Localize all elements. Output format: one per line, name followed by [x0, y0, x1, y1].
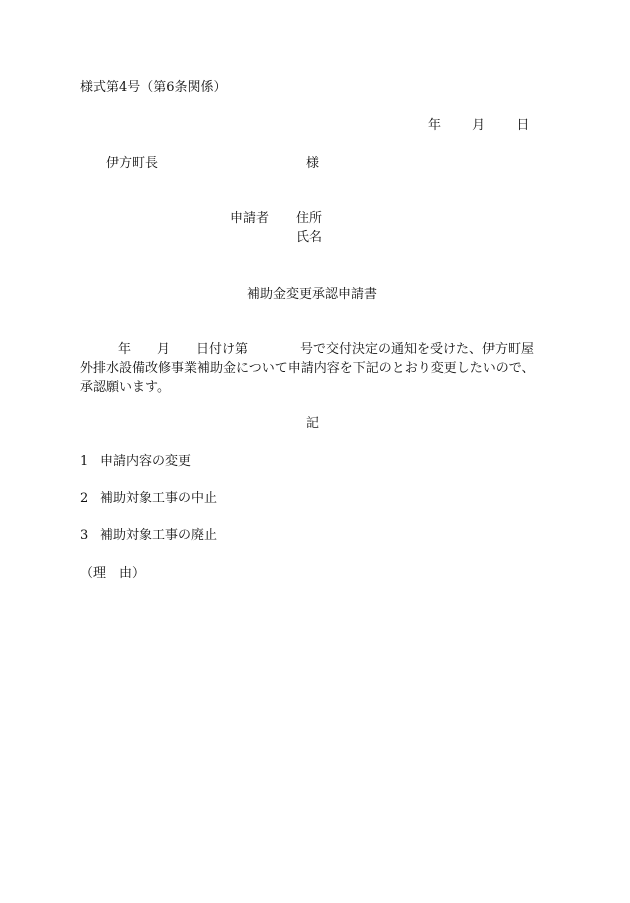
body-line-2: 外排水設備改修事業補助金について申請内容を下記のとおり変更したいので、	[80, 361, 535, 376]
list-item	[80, 528, 217, 544]
body-year-label: 年	[118, 342, 132, 357]
reason-open: （理	[80, 566, 107, 581]
reason-label	[80, 566, 145, 582]
list-item-label: 補助対象工事の中止	[100, 491, 218, 506]
ki-heading: 記	[306, 416, 320, 431]
document-title	[0, 287, 630, 303]
date-day-label: 日	[516, 118, 530, 133]
list-item-number: 2	[80, 491, 89, 506]
list-item-number: 3	[80, 528, 89, 543]
list-item-label: 補助対象工事の廃止	[100, 528, 218, 543]
body-line-1	[80, 342, 534, 358]
body-line-3: 承認願います。	[80, 380, 170, 395]
document-title-text: 補助金変更承認申請書	[246, 287, 377, 302]
body-month-label: 月	[157, 342, 171, 357]
list-item-label: 申請内容の変更	[100, 454, 192, 469]
applicant-name-label: 氏名	[296, 230, 323, 245]
list-item-number: 1	[80, 454, 89, 469]
body-dated-prefix: 日付け第	[196, 342, 249, 357]
date-line	[428, 118, 529, 134]
addressee-honorific: 様	[306, 156, 320, 171]
applicant-address-label: 住所	[296, 211, 323, 226]
date-year-label: 年	[428, 118, 442, 133]
list-item	[80, 491, 217, 507]
applicant-label: 申請者	[230, 211, 270, 226]
date-month-label: 月	[472, 118, 486, 133]
body-line-1-rest: 号で交付決定の通知を受けた、伊方町屋	[300, 342, 535, 357]
reason-close: 由）	[119, 566, 146, 581]
list-item	[80, 454, 191, 470]
form-number: 様式第4号（第6条関係）	[80, 80, 227, 95]
addressee-name: 伊方町長	[106, 156, 159, 171]
